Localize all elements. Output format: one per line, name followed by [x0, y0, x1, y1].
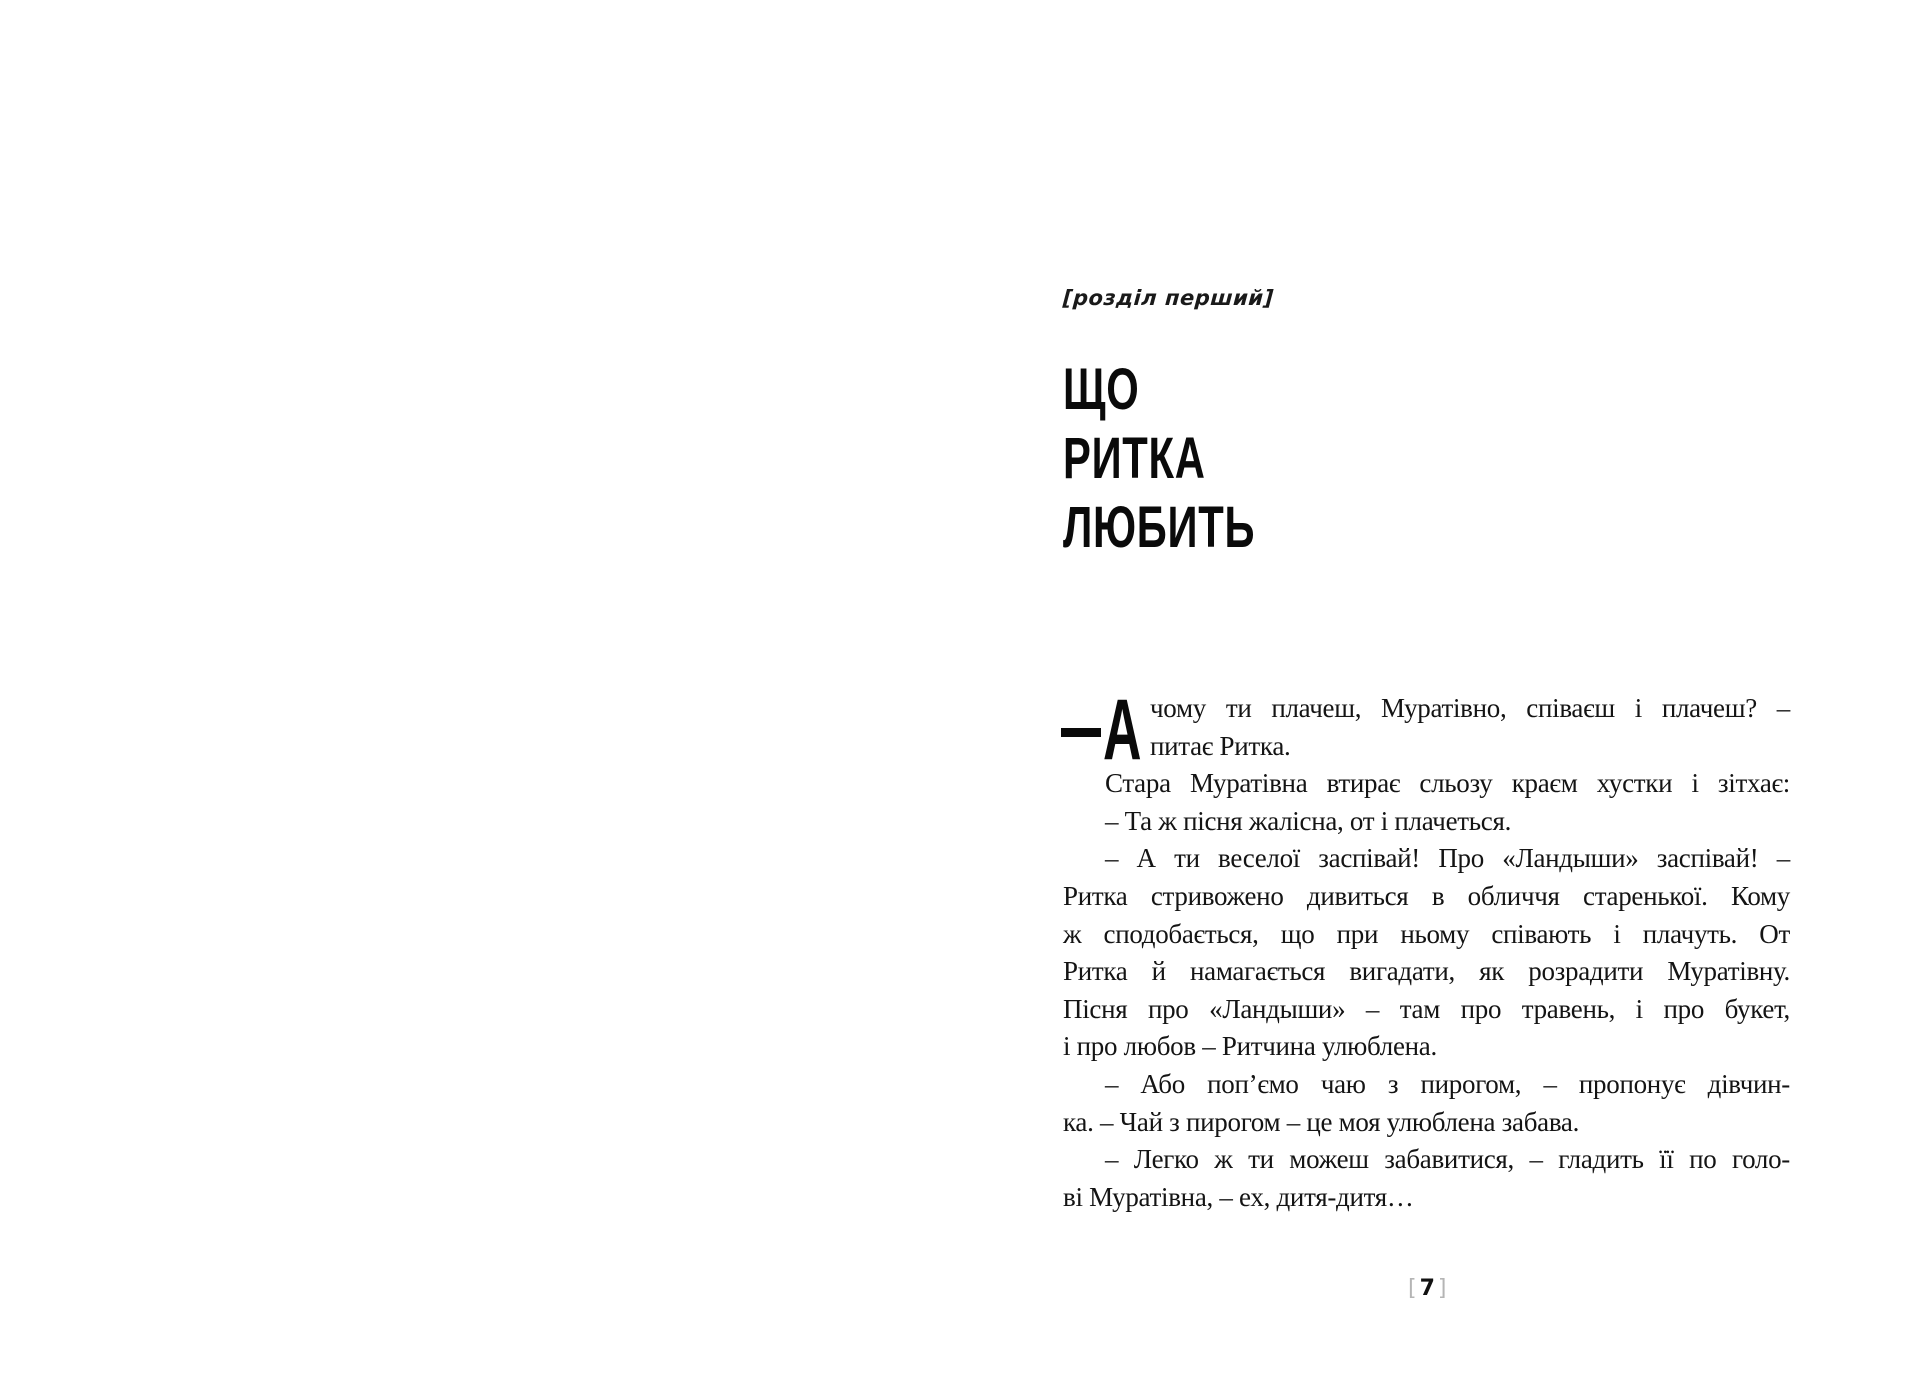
chapter-title	[1063, 355, 1255, 562]
text-line: Стара Муратівна втирає сльозу краєм хустки і зітхає:	[1105, 768, 1790, 799]
chapter-title-line: РИТКА	[1063, 426, 1206, 491]
chapter-label: [розділ перший]	[1062, 286, 1275, 310]
text-line: чому ти плачеш, Муратівно, співаєш і плачеш? –	[1150, 693, 1790, 723]
page-number	[1408, 1276, 1447, 1301]
text-line: і про любов – Ритчина улюблена.	[1063, 1031, 1437, 1062]
text-line: – Та ж пісня жалісна, от і плачеться.	[1105, 805, 1512, 836]
text-line: ві Муратівна, – ех, дитя-дитя…	[1063, 1181, 1414, 1212]
text-line: питає Ритка.	[1150, 730, 1291, 761]
page-number-bracket-close: ]	[1437, 1276, 1447, 1301]
text-line: Ритка й намагається вигадати, як розрадити Муратівну.	[1063, 956, 1790, 987]
text-line: ж сподобається, що при ньому співають і плачуть. От	[1063, 918, 1790, 949]
text-line: Ритка стривожено дивиться в обличчя старенької. Кому	[1063, 880, 1790, 911]
text-line: – А ти веселої заспівай! Про «Ландыши» заспівай! –	[1105, 843, 1790, 874]
chapter-title-line: ЛЮБИТЬ	[1063, 495, 1256, 560]
dropcap-letter: А	[1103, 682, 1142, 778]
text-line: ка. – Чай з пирогом – це моя улюблена забава.	[1063, 1106, 1580, 1137]
page-number-bracket-open: [	[1408, 1276, 1417, 1301]
dropcap-dash	[1061, 728, 1101, 737]
text-line: – Або поп’ємо чаю з пирогом, – пропонує дівчин-	[1105, 1068, 1790, 1099]
right-page	[960, 0, 1920, 1373]
page-number-value: 7	[1419, 1276, 1435, 1301]
text-line: Пісня про «Ландыши» – там про травень, і про букет,	[1063, 993, 1790, 1024]
text-line: – Легко ж ти можеш забавитися, – гладить її по голо-	[1105, 1144, 1790, 1175]
chapter-title-line: ЩО	[1063, 357, 1140, 422]
body-text	[1063, 682, 1790, 1216]
dropcap	[1061, 682, 1165, 778]
